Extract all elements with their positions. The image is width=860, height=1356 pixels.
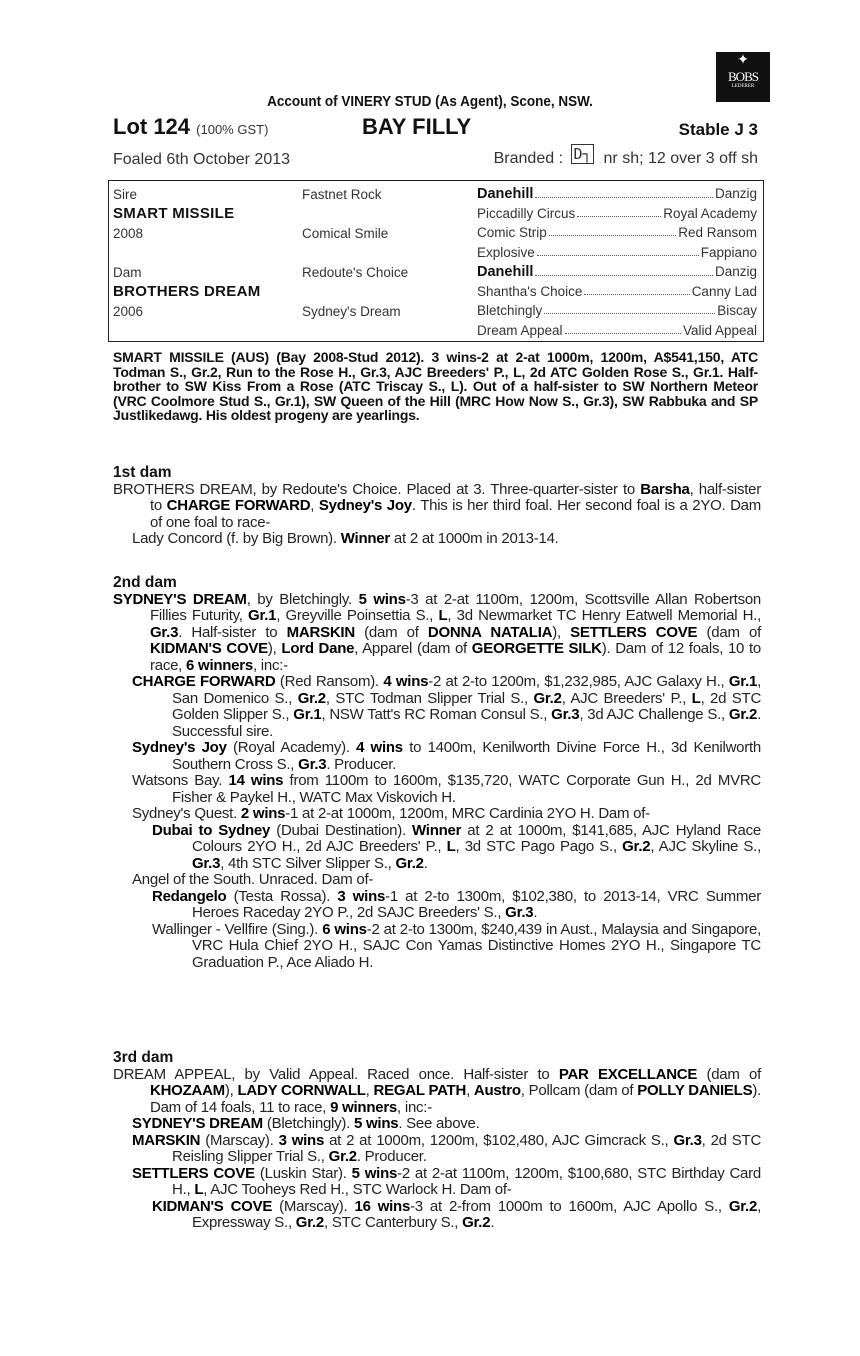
text: Sydney's Quest. (132, 805, 241, 822)
text: Lady Concord (f. by Big Brown). (132, 530, 341, 547)
bold-text: 16 wins (354, 1197, 411, 1215)
text: ). Dam of 14 foals, 11 to race, (150, 1082, 761, 1116)
leader-dots (584, 284, 689, 295)
bold-text: Winner (340, 530, 390, 547)
stable-location: Stable J 3 (678, 120, 758, 139)
sire-sire: Fastnet Rock (302, 187, 382, 202)
dam-year: 2006 (113, 304, 144, 319)
dam-label: Dam (113, 265, 142, 280)
pedigree-ancestor (477, 225, 757, 240)
text: at 2 at 1000m, $141,685, AJC Hyland Race Colours 2YO H., 2d AJC Breeders' P., (192, 821, 761, 855)
text: (Royal Academy). (226, 739, 357, 756)
text: at 2 at 1000m, 1200m, $102,480, AJC Gimcrack S., (324, 1131, 674, 1149)
dam-section (113, 575, 761, 971)
bold-text: Gr.2 (297, 689, 326, 707)
bold-text: L (194, 1181, 204, 1198)
branded-info (493, 145, 758, 168)
text: -1 at 2-at 1000m, 1200m, MRC Cardinia 2YO H. Dam of- (285, 805, 650, 822)
bold-text: 5 wins (358, 590, 406, 608)
text: , inc:- (252, 656, 288, 674)
text: ), (552, 623, 571, 641)
bold-text: SETTLERS COVE (132, 1164, 255, 1182)
bold-text: KHOZAAM (150, 1082, 225, 1099)
bold-text: Lord Dane (281, 640, 355, 657)
bold-text: SETTLERS COVE (570, 623, 698, 641)
bold-text: Gr.3 (505, 904, 534, 921)
text: (dam of (697, 623, 761, 641)
pedigree-ancestor (477, 186, 757, 202)
bold-text: 4 wins (356, 739, 403, 756)
text: . Producer. (326, 755, 397, 773)
bold-text: Sydney's Joy (132, 739, 227, 756)
text: (Testa Rossa). (226, 887, 338, 905)
leader-dots (537, 245, 699, 256)
text: , Apparel (dam of (354, 640, 472, 657)
bold-text: Gr.2 (622, 838, 651, 855)
text: , 3d AJC Challenge S., (579, 706, 729, 723)
ancestor-name: Explosive (477, 244, 535, 260)
text: , AJC Breeders' P., (561, 689, 692, 707)
bold-text: 2 wins (240, 805, 286, 822)
text: (dam of (697, 1065, 761, 1083)
text: , (365, 1082, 374, 1099)
pedigree-entry (113, 806, 761, 823)
dam-dam: Sydney's Dream (302, 304, 401, 319)
text: , 2d STC Golden Slipper S., (172, 689, 762, 723)
bold-text: 9 winners (330, 1098, 398, 1116)
bird-icon: ✦ (737, 53, 749, 68)
text: , San Domenico S., (172, 673, 761, 707)
text: DREAM APPEAL, by Valid Appeal. Raced once. Half-sister to (113, 1065, 559, 1083)
leader-dots (577, 206, 661, 217)
ancestor-sire: Red Ransom (678, 225, 757, 240)
text: (dam of (354, 623, 428, 641)
pedigree-entry (113, 740, 761, 773)
bold-text: Gr.3 (150, 623, 179, 641)
ancestor-name: Shantha's Choice (477, 283, 583, 299)
pedigree-ancestor (477, 303, 757, 318)
pedigree-ancestor (477, 206, 757, 221)
ancestor-name: Bletchingly (477, 303, 543, 318)
section-heading: 1st dam (113, 464, 172, 481)
leader-dots (544, 303, 715, 314)
text: , by Bletchingly. (246, 590, 359, 608)
text: (Dubai Destination). (270, 821, 413, 839)
bold-text: Gr.1 (728, 673, 758, 690)
text: , STC Todman Slipper Trial S., (325, 689, 534, 707)
text: , half-sister to (150, 480, 761, 514)
text: (Bletchingly). (262, 1115, 354, 1132)
text: , 2d STC Reisling Slipper Trial S., (172, 1131, 762, 1165)
logo-text: BOBS (728, 69, 758, 84)
branded-detail: nr sh; 12 over 3 off sh (603, 150, 758, 167)
dam-section (113, 465, 761, 548)
dam-section (113, 1050, 761, 1232)
sire-year: 2008 (113, 226, 144, 241)
text: , AJC Tooheys Red H., STC Warlock H. Dam of- (203, 1181, 512, 1198)
bold-text: 3 wins (337, 887, 386, 905)
bold-text: Austro (473, 1082, 521, 1099)
pedigree-ancestor (477, 264, 757, 280)
ancestor-sire: Danzig (714, 264, 757, 279)
bold-text: Redangelo (152, 887, 227, 905)
foaled-date: Foaled 6th October 2013 (113, 151, 291, 168)
text: BROTHERS DREAM, by Redoute's Choice. Placed at 3. Three-quarter-sister to (113, 480, 641, 498)
text: , AJC Skyline S., (650, 838, 762, 855)
bold-text: MARSKIN (132, 1131, 201, 1149)
lot-title: BAY FILLY (362, 114, 472, 139)
lot-number (113, 114, 268, 140)
text: ), (224, 1082, 238, 1099)
bold-text: Gr.2 (462, 1214, 491, 1231)
ancestor-sire: Danzig (714, 186, 757, 201)
text: , (310, 497, 319, 514)
sire-summary: SMART MISSILE (AUS) (Bay 2008-Stud 2012). 3 wins-2 at 2-at 1000m, 1200m, A$541,150, ATC Todman S., Gr.2, Run to the Rose H., Gr.3, AJC Breeders' P., L, 2d ATC Golden Rose S., Gr.1. Half-brother to SW Kiss From a Rose (ATC Triscay S., L). Out of a half-sister to SW Northern Meteor (VRC Coolmore Stud S., Gr.1), SW Queen of the Hill (MRC How Now S., Gr.3), SW Rabbuka and SP Justlikedawg. His oldest progeny are yearlings. (113, 349, 758, 423)
bold-text: Sydney's Joy (318, 497, 412, 514)
text: . (533, 904, 538, 921)
bold-text: 3 wins (278, 1131, 325, 1149)
leader-dots (535, 186, 713, 198)
text: (Marscay). (272, 1197, 355, 1215)
text: from 1100m to 1600m, $135,720, WATC Corporate Gun H., 2d MVRC Fisher & Paykel H., WATC Max Viskovich H. (172, 772, 761, 806)
bold-text: Gr.2 (533, 689, 562, 707)
bold-text: 6 wins (322, 920, 367, 938)
text: , 4th STC Silver Slipper S., (220, 854, 396, 872)
bold-text: CHARGE FORWARD (166, 497, 311, 514)
bold-text: Gr.2 (295, 1214, 324, 1231)
bold-text: KIDMAN'S COVE (150, 640, 268, 657)
sire-label: Sire (113, 187, 138, 202)
text: , inc:- (397, 1098, 432, 1116)
text: -2 at 2-to 1300m, $240,439 in Aust., Malaysia and Singapore, VRC Hula Chief 2YO H., SAJC Con Yamas Distinctive Homes 2YO H., Singapore TC Graduation P., Ace Aliado H. (192, 920, 762, 971)
dam-name: BROTHERS DREAM (113, 283, 261, 300)
bold-text: SYDNEY'S DREAM (113, 590, 247, 608)
pedigree-entry (113, 773, 761, 806)
bold-text: Dubai to Sydney (152, 821, 271, 839)
bold-text: L (438, 607, 448, 624)
section-heading: 3rd dam (113, 1049, 174, 1066)
bold-text: Gr.2 (328, 1148, 357, 1165)
text: -2 at 2-at 1100m, 1200m, $100,680, STC Birthday Card H., (172, 1164, 761, 1198)
bold-text: Gr.3 (551, 706, 580, 723)
text: , (466, 1082, 474, 1099)
vendor-account: Account of VINERY STUD (As Agent), Scone, NSW. (267, 93, 593, 110)
text: (Red Ransom). (275, 673, 384, 690)
text: -3 at 2-at 1100m, 1200m, Scottsville Allan Robertson Fillies Futurity, (150, 590, 762, 624)
pedigree-entry (113, 592, 761, 675)
bold-text: 4 wins (383, 673, 429, 690)
pedigree-entry (113, 674, 761, 740)
ancestor-sire: Canny Lad (691, 283, 757, 299)
text: . This is her third foal. Her second foal is a 2YO. Dam of one foal to race- (150, 497, 761, 531)
pedigree-entry (113, 922, 761, 972)
ancestor-sire: Royal Academy (663, 205, 757, 221)
leader-dots (535, 264, 713, 276)
leader-dots (565, 323, 681, 334)
bold-text: Gr.1 (293, 706, 322, 723)
bold-text: Barsha (640, 480, 690, 498)
bold-text: PAR EXCELLANCE (558, 1065, 698, 1083)
ancestor-name: Piccadilly Circus (477, 205, 576, 221)
pedigree-entry (113, 872, 761, 889)
text: -3 at 2-from 1000m to 1600m, AJC Apollo S., (410, 1197, 729, 1215)
gst-note: (100% GST) (196, 122, 269, 137)
logo-subtext: LEDERER (731, 84, 755, 89)
text: , 3d Newmarket TC Henry Eatwell Memorial H., (447, 607, 762, 624)
pedigree-entry (113, 1133, 761, 1166)
text: . Successful sire. (172, 706, 762, 740)
text: , Pollcam (dam of (520, 1082, 638, 1099)
text: . Half-sister to (178, 623, 287, 641)
ancestor-name: Dream Appeal (477, 322, 563, 338)
text: ), (267, 640, 282, 657)
text: , Greyville Poinsettia S., (276, 607, 439, 624)
lot-label: Lot 124 (113, 114, 191, 139)
bold-text: Gr.2 (728, 1197, 758, 1215)
text: at 2 at 1000m in 2013-14. (389, 530, 559, 547)
pedigree-entry (113, 1067, 761, 1117)
section-heading: 2nd dam (113, 574, 177, 591)
bold-text: DONNA NATALIA (427, 623, 553, 641)
bold-text: Gr.3 (192, 854, 221, 872)
bold-text: 5 wins (351, 1164, 398, 1182)
pedigree-ancestor (477, 323, 757, 338)
pedigree-entry (113, 531, 761, 548)
ancestor-name: Danehill (477, 264, 534, 280)
bold-text: POLLY DANIELS (637, 1082, 753, 1099)
text: -2 at 2-to 1200m, $1,232,985, AJC Galaxy H., (428, 673, 729, 690)
bold-text: KIDMAN'S COVE (152, 1197, 273, 1215)
text: . See above. (398, 1115, 480, 1132)
text: . (423, 854, 428, 872)
text: Angel of the South. Unraced. Dam of- (132, 871, 374, 888)
text: to 1400m, Kenilworth Divine Force H., 3d Kenilworth Southern Cross S., (172, 739, 762, 773)
bold-text: Gr.3 (298, 755, 327, 773)
pedigree-ancestor (477, 245, 757, 260)
pedigree-entry (113, 1199, 761, 1232)
pedigree-ancestor (477, 284, 757, 299)
text: (Marscay). (200, 1131, 279, 1149)
bold-text: Winner (412, 821, 462, 839)
text: . Producer. (356, 1148, 427, 1165)
sire-dam: Comical Smile (302, 226, 389, 241)
pedigree-entry (113, 482, 761, 532)
ancestor-sire: Biscay (717, 303, 757, 318)
pedigree-entry (113, 1116, 761, 1133)
pedigree-table (108, 180, 764, 342)
pedigree-entry (113, 889, 761, 922)
bold-text: L (446, 838, 456, 855)
branded-label: Branded : (493, 150, 564, 167)
bold-text: Gr.1 (248, 607, 277, 624)
bold-text: 5 wins (353, 1115, 399, 1132)
bold-text: LADY CORNWALL (237, 1082, 366, 1099)
pedigree-entry (113, 1166, 761, 1199)
text: Wallinger - Vellfire (Sing.). (152, 920, 323, 938)
text: (Luskin Star). (254, 1164, 352, 1182)
bold-text: 14 wins (228, 772, 284, 789)
bold-text: CHARGE FORWARD (132, 673, 276, 690)
text: , STC Canterbury S., (323, 1214, 463, 1231)
bold-text: REGAL PATH (373, 1082, 467, 1099)
ancestor-sire: Fappiano (700, 244, 757, 260)
sire-name: SMART MISSILE (113, 205, 235, 222)
bold-text: Gr.3 (673, 1131, 702, 1149)
dam-sire: Redoute's Choice (302, 265, 409, 280)
ancestor-name: Comic Strip (477, 225, 547, 240)
text: ). Dam of 12 foals, 10 to race, (150, 640, 761, 674)
text: -1 at 2-to 1300m, $102,380, to 2013-14, VRC Summer Heroes Raceday 2YO P., 2d SAJC Breeders' S., (192, 887, 761, 921)
text: Watsons Bay. (132, 772, 229, 789)
bold-text: 6 winners (186, 656, 253, 674)
text: , 3d STC Pago Pago S., (455, 838, 623, 855)
bold-text: L (691, 689, 701, 707)
pedigree-entry (113, 823, 761, 873)
bold-text: Gr.2 (728, 706, 758, 723)
text: , Expressway S., (192, 1197, 761, 1231)
brand-mark-icon: D┐ (573, 145, 592, 163)
bold-text: GEORGETTE SILK (471, 640, 602, 657)
bold-text: SYDNEY'S DREAM (132, 1115, 263, 1132)
bold-text: MARSKIN (286, 623, 355, 641)
ancestor-sire: Valid Appeal (682, 322, 757, 338)
bold-text: Gr.2 (395, 854, 424, 872)
leader-dots (549, 225, 676, 236)
ancestor-name: Danehill (477, 186, 534, 202)
text: . (490, 1214, 495, 1231)
text: , NSW Tatt's RC Roman Consul S., (321, 706, 552, 723)
